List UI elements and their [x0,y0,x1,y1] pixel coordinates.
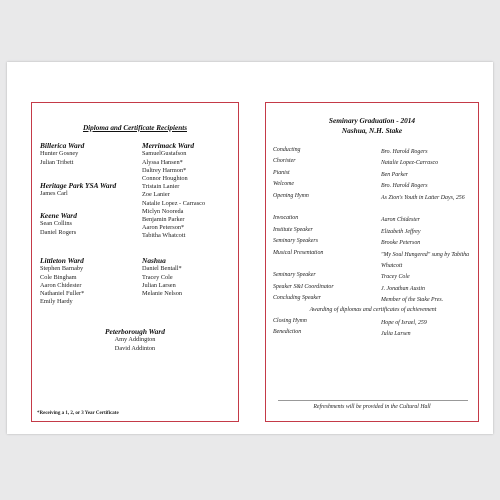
program-role: Invocation [273,215,299,222]
ward-name: Billerica Ward [40,141,85,150]
awarding-line: Awarding of diplomas and certificates of achievement [309,306,437,313]
program-row [273,158,473,169]
member-name: Hunter Gosney [40,150,79,158]
ward-name: Keene Ward [40,211,77,220]
program-sheet [7,62,493,434]
program-role: Conducting [273,147,301,153]
program-row [273,272,473,283]
program-row [273,318,473,329]
certificate-footnote: *Receiving a 1, 2, or 3 Year Certificate [37,411,119,416]
ward-name: Nashua [142,256,166,265]
program-participant: Bro. Harold Rogers [381,183,428,190]
program-row [273,250,473,273]
member-name: Julian Tribett [40,158,74,166]
program-row [273,181,473,192]
program-row [273,215,473,226]
member-name: Tracey Cole [142,273,173,281]
program-row [273,147,473,158]
program-row [273,170,473,181]
divider-line [278,400,468,401]
member-name: Aaron Chidester [40,281,82,289]
recipients-panel [31,102,239,422]
program-participant: Julia Larsen [381,331,411,338]
member-name: Daniel Bentall* [142,265,182,273]
program-participant: As Zion's Youth in Latter Days, 256 [381,194,465,201]
member-name: Daniel Rogers [40,228,77,236]
program-participant: J. Jonathan Austin [381,285,425,292]
program-participant: "My Soul Hungered" sung by Tabitha Whatcott [381,251,470,269]
program-role: Institute Speaker [273,226,313,233]
program-role: Concluding Speaker [273,295,321,302]
member-name: Stephen Barnaby [40,265,84,273]
program-participant: Natalie Lopez-Carrasco [381,160,439,167]
member-name: Amy Addington [114,336,156,344]
member-name: David Addinton [114,344,156,352]
member-name: Aaron Peterson* [142,224,185,232]
ward-name: Merrimack Ward [142,141,195,150]
program-participant: Hope of Israel, 259 [381,319,427,326]
program-participant: Ben Parker [381,171,408,178]
member-name: Melanie Nelson [142,290,183,298]
ward-block-merrimack [142,141,205,241]
ward-block-peterborough [32,327,238,353]
member-name: Natalie Lopez - Carrasco [142,199,206,207]
program-role: Chorister [273,158,296,165]
ward-block-nashua [142,256,182,298]
program-row [273,329,473,340]
ward-block-billerica [40,141,84,167]
program-role: Seminary Speaker [273,272,316,279]
member-name: Tristain Lanier [142,183,180,191]
program-participant: Aaron Chidester [381,217,420,224]
program-row [273,193,473,216]
ward-block-littleton [40,256,84,306]
member-name: Emily Hardy [40,298,73,306]
ward-name: Littleton Ward [40,256,84,265]
member-name: Tabitha Whatcott [142,232,186,240]
member-name: Cole Bingham [40,273,77,281]
member-name: Miclyn Nooreda [142,207,184,215]
member-name: Daltrey Harmon* [142,166,187,174]
program-row [273,238,473,249]
program-role: Speaker S&I Coordinator [273,283,334,290]
member-name: Nathaniel Fuller* [40,290,85,298]
program-title-line1: Seminary Graduation - 2014 [328,116,416,125]
program-title-line2: Nashua, N.H. Stake [341,125,403,135]
program-role: Seminary Speakers [273,238,318,245]
member-name: Julian Larsen [142,281,176,289]
member-name: Alyssa Hansen* [142,158,183,166]
ward-name: Peterborough Ward [105,327,165,336]
member-name: Zoe Lanier [142,191,170,199]
program-participant: Bro. Harold Rogers [381,149,428,155]
program-title [266,116,478,135]
program-row [273,295,473,306]
program-row [273,227,473,238]
program-role: Opening Hymn [273,192,309,199]
program-participant: Member of the Stake Pres. [381,297,444,304]
recipients-title: Diploma and Certificate Recipients [82,124,187,132]
program-role: Musical Presentation [273,249,324,256]
ward-name: Heritage Park YSA Ward [40,181,117,190]
program-participant: Brooke Peterson [381,240,421,247]
program-role: Pianist [273,169,290,176]
program-participant: Tracey Cole [381,274,410,281]
ward-block-heritage-park [40,181,116,199]
member-name: James Carl [40,190,68,198]
ward-block-keene [40,211,77,237]
member-name: Sean Collins [40,220,73,228]
program-list [273,147,473,341]
member-name: Benjamin Parker [142,216,185,224]
program-role: Closing Hymn [273,317,307,324]
program-role: Benediction [273,329,302,336]
program-panel [265,102,479,422]
program-participant: Elizabeth Jeffrey [381,228,421,235]
member-name: SamuelGustafson [142,150,187,158]
program-role: Welcome [273,181,295,188]
member-name: Connor Houghton [142,175,188,183]
refreshments-note: Refreshments will be provided in the Cultural Hall [313,404,431,410]
program-row [273,284,473,295]
